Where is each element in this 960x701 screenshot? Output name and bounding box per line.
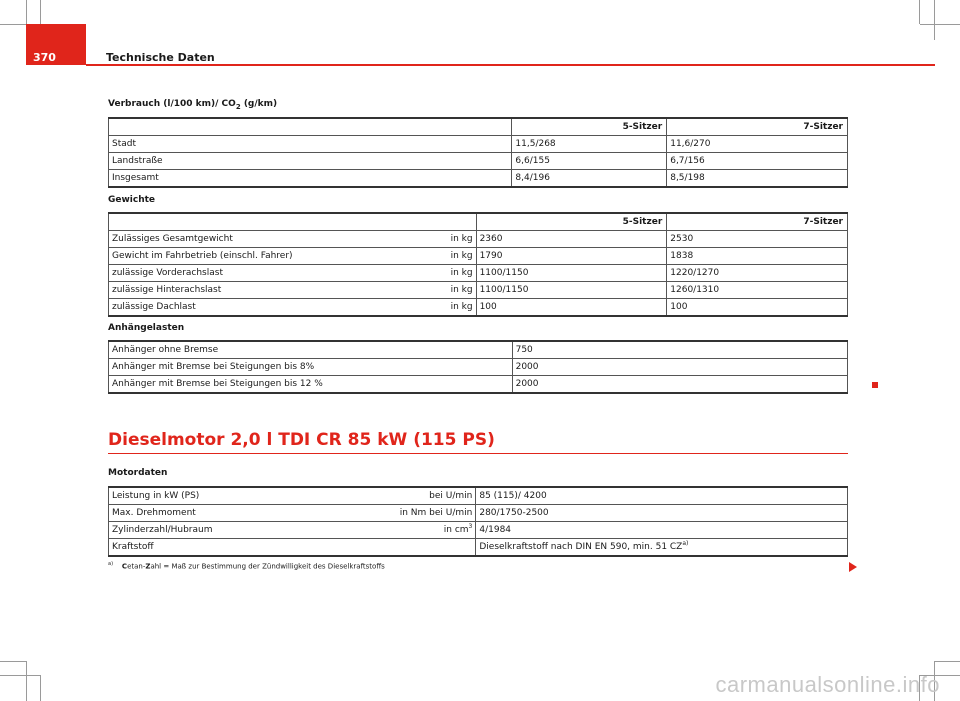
row-label [109, 265, 477, 282]
table-row [109, 282, 848, 299]
consumption-heading-text: Verbrauch (l/100 km)/ CO [108, 99, 236, 109]
engine-section-title: Dieselmotor 2,0 l TDI CR 85 kW (115 PS) [108, 430, 495, 450]
trailer-heading: Anhängelasten [108, 323, 185, 333]
value-5-seater: 1100/1150 [476, 282, 667, 299]
value-7-seater: 1260/1310 [667, 282, 848, 299]
crop-mark [919, 0, 920, 24]
row-label [109, 539, 476, 557]
trailer-table [108, 340, 848, 394]
row-label: Stadt [109, 136, 512, 153]
row-value: 4/1984 [476, 522, 848, 539]
footnote-reference[interactable]: a) [682, 540, 689, 547]
engine-table [108, 486, 848, 557]
row-label-text: Gewicht im Fahrbetrieb (einschl. Fahrer) [112, 251, 293, 261]
row-label: Landstraße [109, 153, 512, 170]
row-label: Anhänger mit Bremse bei Steigungen bis 12 % [109, 376, 513, 394]
row-label: Insgesamt [109, 170, 512, 188]
row-unit: in kg [450, 302, 473, 312]
footnote-marker: a) [108, 561, 114, 567]
table-row [109, 299, 848, 317]
table-row [109, 341, 848, 359]
row-label [109, 522, 476, 539]
value-7-seater: 8,5/198 [667, 170, 848, 188]
weights-heading: Gewichte [108, 195, 156, 205]
value-7-seater: 11,6/270 [667, 136, 848, 153]
value-5-seater: 2360 [476, 231, 667, 248]
page-number: 370 [33, 51, 56, 64]
row-label [109, 487, 476, 505]
row-label: Anhänger ohne Bremse [109, 341, 513, 359]
consumption-heading [108, 99, 277, 111]
table-row [109, 522, 848, 539]
weights-table [108, 212, 848, 317]
row-label [109, 282, 477, 299]
row-unit: bei U/min [429, 491, 473, 501]
row-label: Anhänger mit Bremse bei Steigungen bis 8% [109, 359, 513, 376]
row-label-text: Kraftstoff [112, 542, 154, 552]
row-value: 2000 [512, 359, 847, 376]
row-label [109, 505, 476, 522]
row-label [109, 299, 477, 317]
crop-mark [40, 0, 41, 24]
header-rule [86, 64, 935, 66]
crop-mark [934, 661, 960, 662]
row-label-text: zulässige Vorderachslast [112, 268, 223, 278]
row-unit-text: in cm [443, 525, 469, 535]
table-row [109, 487, 848, 505]
consumption-table [108, 117, 848, 188]
table-row [109, 136, 848, 153]
row-label-text: Zulässiges Gesamtgewicht [112, 234, 233, 244]
table-row [109, 231, 848, 248]
footnote-text: ahl = Maß zur Bestimmung der Zündwilligkeit des Dieselkraftstoffs [150, 562, 385, 571]
table-row [109, 170, 848, 188]
crop-mark [0, 675, 40, 676]
consumption-heading-unit: (g/km) [240, 99, 278, 109]
row-label-text: Max. Drehmoment [112, 508, 196, 518]
watermark: carmanualsonline.info [715, 672, 940, 697]
consumption-heading-sub: 2 [235, 102, 241, 111]
value-5-seater: 1100/1150 [476, 265, 667, 282]
row-unit: in Nm bei U/min [399, 508, 473, 518]
row-value [476, 539, 848, 557]
crop-mark [920, 24, 960, 25]
row-label [109, 231, 477, 248]
row-unit-superscript: 3 [468, 523, 473, 530]
column-header-7-seater: 7-Sitzer [667, 213, 848, 231]
footnote-text: etan- [127, 562, 146, 571]
table-header-row [109, 118, 848, 136]
table-row [109, 505, 848, 522]
value-7-seater: 100 [667, 299, 848, 317]
table-header-row [109, 213, 848, 231]
crop-mark [934, 0, 935, 40]
chapter-title: Technische Daten [106, 51, 215, 64]
table-row [109, 539, 848, 557]
row-unit: in kg [450, 234, 473, 244]
row-unit: in kg [450, 268, 473, 278]
value-5-seater: 1790 [476, 248, 667, 265]
row-label-text: zulässige Hinterachslast [112, 285, 222, 295]
value-7-seater: 1220/1270 [667, 265, 848, 282]
crop-mark [0, 661, 26, 662]
row-label-text: Zylinderzahl/Hubraum [112, 525, 213, 535]
table-header-cell [109, 213, 477, 231]
section-end-marker [872, 382, 878, 388]
table-row [109, 153, 848, 170]
row-unit [444, 524, 473, 536]
row-label [109, 248, 477, 265]
table-header-cell [109, 118, 512, 136]
column-header-5-seater: 5-Sitzer [512, 118, 667, 136]
row-value-text: Dieselkraftstoff nach DIN EN 590, min. 51 CZ [479, 542, 683, 552]
value-5-seater: 100 [476, 299, 667, 317]
column-header-5-seater: 5-Sitzer [476, 213, 667, 231]
value-5-seater: 11,5/268 [512, 136, 667, 153]
continue-arrow-icon [849, 562, 857, 572]
crop-mark [40, 675, 41, 701]
row-unit: in kg [450, 285, 473, 295]
value-5-seater: 6,6/155 [512, 153, 667, 170]
table-row [109, 265, 848, 282]
value-7-seater: 2530 [667, 231, 848, 248]
row-value: 280/1750-2500 [476, 505, 848, 522]
footnote-bold-letter: C [121, 562, 128, 571]
row-unit: in kg [450, 251, 473, 261]
table-row [109, 248, 848, 265]
row-value: 85 (115)/ 4200 [476, 487, 848, 505]
row-label-text: Leistung in kW (PS) [112, 491, 200, 501]
crop-mark [26, 661, 27, 701]
row-label-text: zulässige Dachlast [112, 302, 196, 312]
engine-title-rule [108, 453, 848, 454]
row-value: 750 [512, 341, 847, 359]
footnote [108, 561, 385, 570]
value-7-seater: 1838 [667, 248, 848, 265]
value-7-seater: 6,7/156 [667, 153, 848, 170]
column-header-7-seater: 7-Sitzer [667, 118, 848, 136]
table-row [109, 376, 848, 394]
footnote-bold-letter: Z [145, 562, 151, 571]
engine-data-heading: Motordaten [108, 468, 168, 478]
table-row [109, 359, 848, 376]
value-5-seater: 8,4/196 [512, 170, 667, 188]
row-value: 2000 [512, 376, 847, 394]
